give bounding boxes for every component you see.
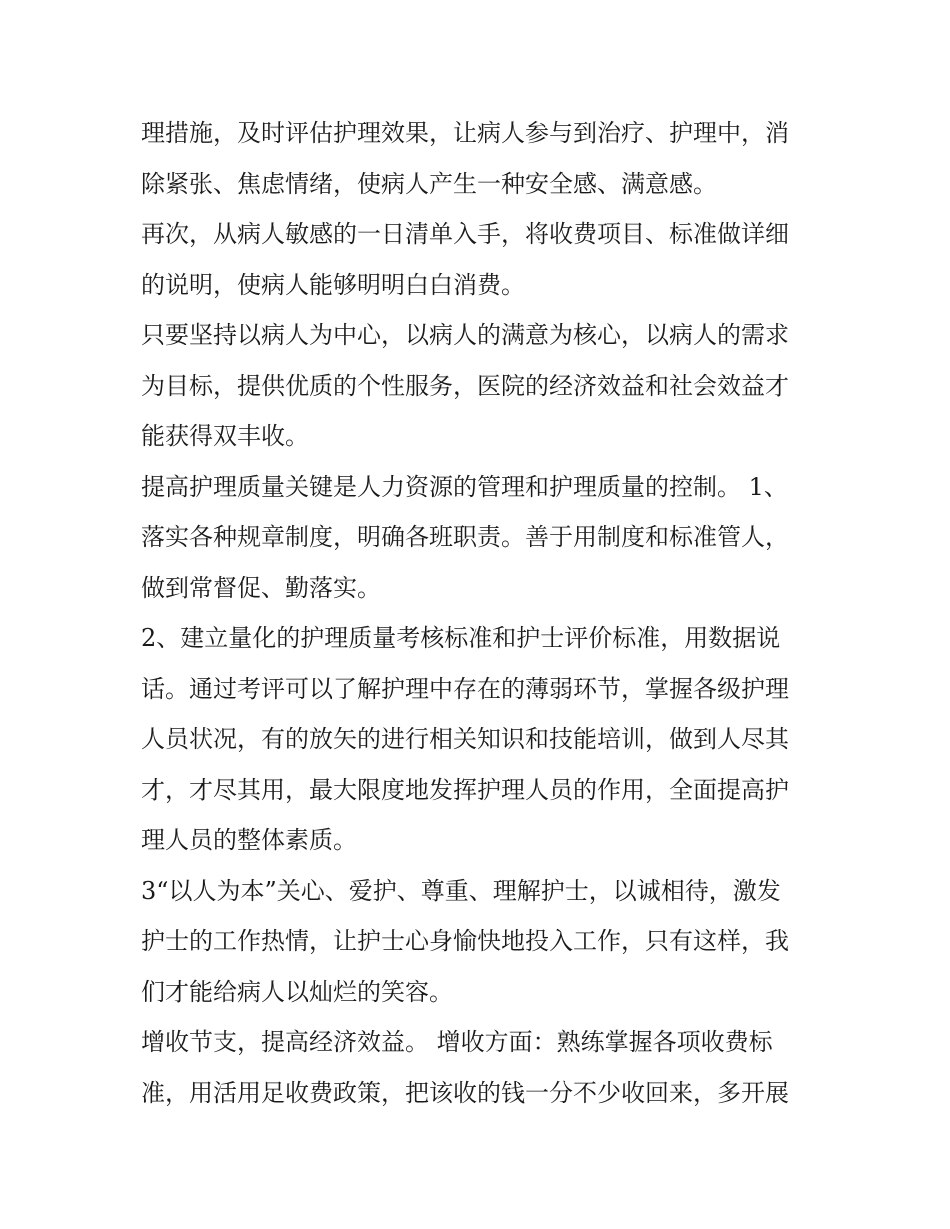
text-line: 的说明，使病人能够明明白白消费。 bbox=[141, 270, 525, 299]
text-line: 能获得双丰收。 bbox=[141, 422, 309, 450]
text-line: 只要坚持以病人为中心，以病人的满意为核心，以病人的需求 bbox=[141, 321, 789, 349]
text-line: 3“以人为本”关心、爱护、尊重、理解护士，以诚相待，激发 bbox=[141, 876, 781, 905]
text-line: 为目标，提供优质的个性服务，医院的经济效益和社会效益才 bbox=[141, 371, 789, 400]
text-line: 理人员的整体素质。 bbox=[141, 826, 357, 854]
document-body bbox=[141, 108, 816, 1118]
text-line: 准，用活用足收费政策，把该收的钱一分不少收回来，多开展 bbox=[141, 1078, 789, 1107]
text-line: 话。通过考评可以了解护理中存在的薄弱环节，掌握各级护理 bbox=[141, 674, 789, 703]
text-line: 增收节支，提高经济效益。 增收方面：熟练掌握各项收费标 bbox=[141, 1028, 773, 1056]
text-line: 人员状况，有的放矢的进行相关知识和技能培训，做到人尽其 bbox=[141, 725, 789, 753]
text-line: 再次，从病人敏感的一日清单入手，将收费项目、标准做详细 bbox=[141, 220, 789, 248]
text-line: 护士的工作热情，让护士心身愉快地投入工作，只有这样，我 bbox=[141, 927, 789, 955]
text-line: 除紧张、焦虑情绪，使病人产生一种安全感、满意感。 bbox=[141, 169, 717, 198]
text-line: 们才能给病人以灿烂的笑容。 bbox=[141, 977, 453, 1006]
text-line: 才，才尽其用，最大限度地发挥护理人员的作用，全面提高护 bbox=[141, 775, 789, 804]
text-line: 落实各种规章制度，明确各班职责。善于用制度和标准管人， bbox=[141, 523, 789, 551]
text-line: 做到常督促、勤落实。 bbox=[141, 573, 381, 602]
text-line: 提高护理质量关键是人力资源的管理和护理质量的控制。 1、 bbox=[141, 472, 788, 501]
text-line: 理措施，及时评估护理效果，让病人参与到治疗、护理中，消 bbox=[141, 119, 789, 147]
text-line: 2、建立量化的护理质量考核标准和护士评价标准，用数据说 bbox=[141, 624, 781, 652]
